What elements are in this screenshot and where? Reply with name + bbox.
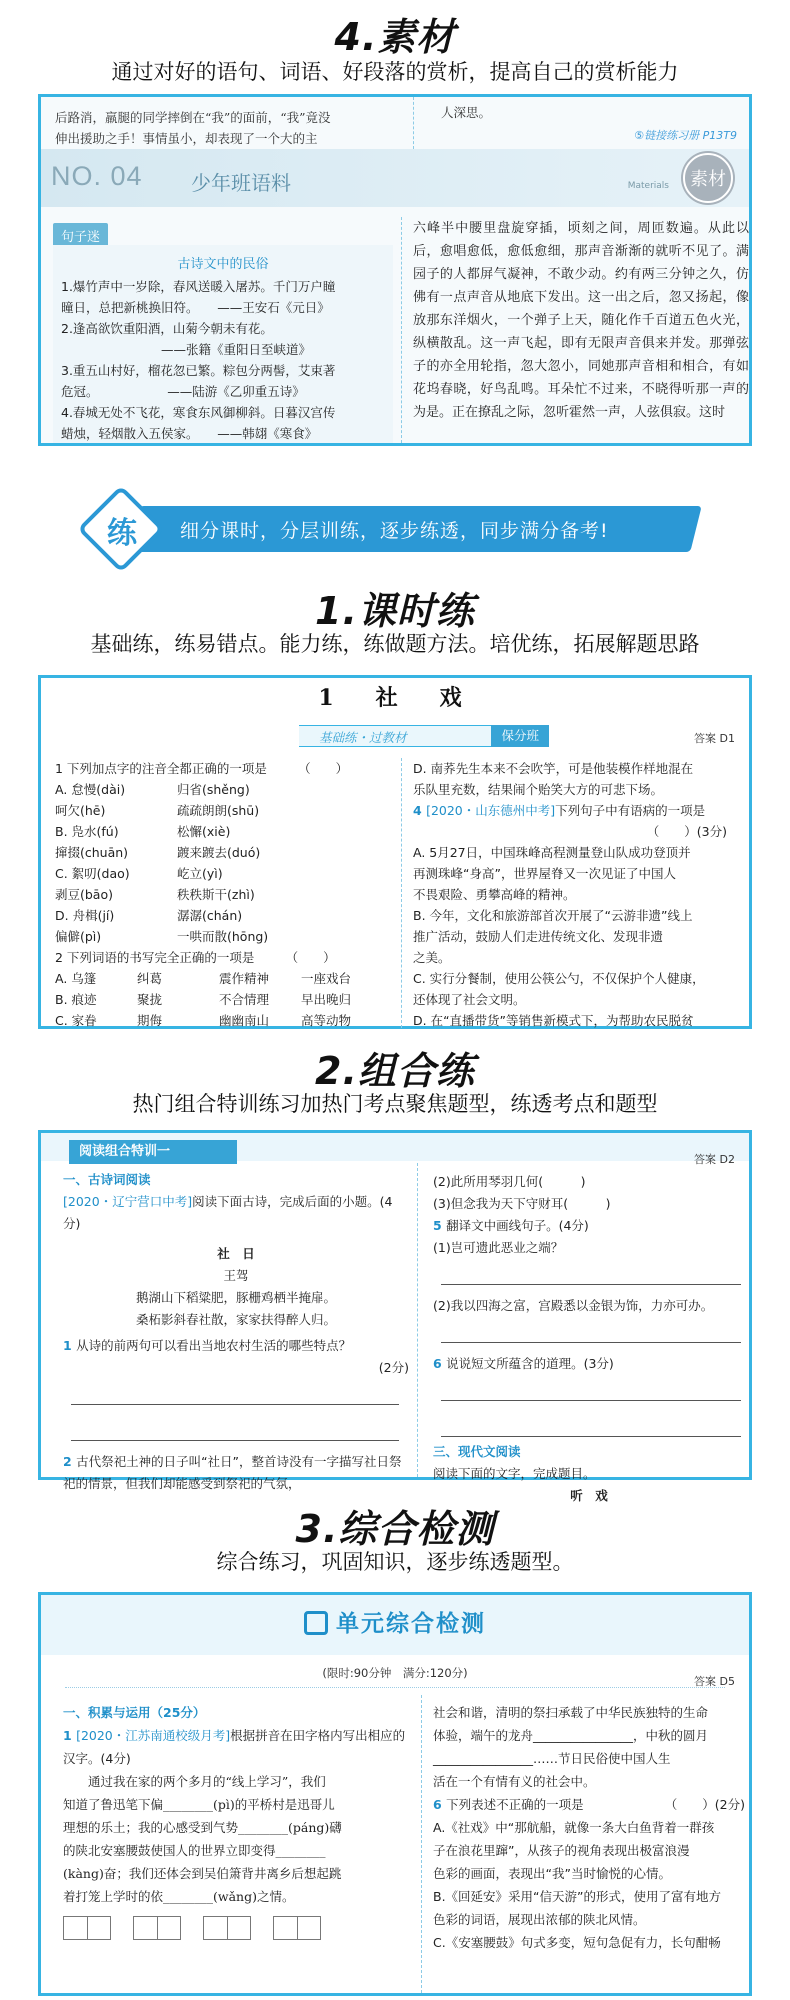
- question-6: 说说短文所蕴含的道理。(3分): [446, 1356, 614, 1371]
- option: B. 痕迹: [55, 992, 97, 1007]
- poem-line: 2.逢高欲饮重阳酒，山菊今朝未有花。: [61, 321, 273, 336]
- question-1: 1 下列加点字的注音全都正确的一项是 （ ）: [55, 761, 349, 776]
- sub-question: (2)此所用琴羽几何( ): [433, 1174, 586, 1189]
- dotted-divider: [65, 1687, 725, 1688]
- passage-line: (kàng)奋；我们还体会到吴伯箫背井离乡后想起跳: [63, 1866, 342, 1881]
- answer-line[interactable]: [441, 1317, 741, 1343]
- passage-line: 知道了鲁迅笔下偏________(pì)的平桥村是迅哥儿: [63, 1797, 335, 1812]
- option: B. 今年，文化和旅游部首次开展了“云游非遗”线上: [413, 908, 693, 923]
- option: C.《安塞腰鼓》句式多变，短句急促有力，长句酣畅: [433, 1935, 721, 1950]
- option: A. 5月27日，中国珠峰高程测量登山队成功登顶并: [413, 845, 691, 860]
- excerpt-right-text: 六峰半中腰里盘旋穿插，顷刻之间，周匝数遍。从此以后，愈唱愈低，愈低愈细，那声音渐渐的就听不见了。满园子的人都屏气凝神，不敢少动。约有两三分钟之久，仿佛有一点声音从地底下发出。这一出之后，忽又扬起，像放那东洋烟火，一个弹子上天，随化作千百道五色火光，纵横散乱。这一声飞起，即有无限声音俱来并发。那弹弦子的亦全用轮指，忽大忽小，同她那声音相和相合，有如花坞春晓，好鸟乱鸣。耳朵忙不过来，不晓得听那一声的为是。正在撩乱之际，忽听霍然一声，人弦俱寂。这时: [413, 221, 749, 420]
- class-label: 保分班: [491, 725, 549, 747]
- passage-line: 通过我在家的两个多月的“线上学习”，我们: [63, 1774, 326, 1789]
- option: A.《社戏》中“那航船，就像一条大白鱼背着一群孩: [433, 1820, 715, 1835]
- option: 松懈(xiè): [177, 824, 231, 839]
- option: 聚拢: [137, 992, 163, 1007]
- poem-title: 社 日: [217, 1246, 255, 1261]
- material-sample-panel: [38, 94, 752, 446]
- poem-line: 4.春城无处不飞花，寒食东风御柳斜。日暮汉宫传: [61, 405, 336, 420]
- option: 偏僻(pì): [55, 929, 102, 944]
- section-title-lesson: 1.课时练: [315, 589, 475, 633]
- question-score: （ ）(3分): [646, 824, 727, 839]
- poem-line: 曈日，总把新桃换旧符。 ——王安石《元日》: [61, 300, 330, 315]
- poem-line: ——张籍《重阳日至峡道》: [61, 342, 312, 357]
- column-divider: [401, 217, 402, 443]
- option: B.《回延安》采用“信天游”的形式，使用了富有地方: [433, 1889, 722, 1904]
- question-6: 下列表述不正确的一项是: [446, 1797, 584, 1812]
- material-header-band: [41, 149, 749, 207]
- option: 不畏艰险、勇攀高峰的精神。: [413, 887, 576, 902]
- section-subtitle-lesson: 基础练，练易错点。能力练，练做题方法。培优练，拓展解题思路: [90, 632, 700, 656]
- section-subtitle-material: 通过对好的语句、词语、好段落的赏析，提高自己的赏析能力: [111, 60, 679, 84]
- option: 剥豆(bāo): [55, 887, 113, 902]
- poem-line: 危冠。 ——陆游《乙卯重五诗》: [61, 384, 305, 399]
- tianzige-grid[interactable]: [203, 1916, 251, 1940]
- lesson-title: 1 社 戏: [318, 685, 472, 711]
- text-line: 体验，端午的龙舟________________，中秋的圆月: [433, 1728, 709, 1743]
- section-title-material: 4.素材: [334, 15, 456, 59]
- combo-left-column: 一、古诗词阅读 [2020・辽宁营口中考]阅读下面古诗，完成后面的小题。(4分) 社 日 王驾 鹅湖山下稻粱肥，豚栅鸡栖半掩扉。 桑柘影斜春社散，家家扶得醉人归。 1 从诗的前两句可以看出当地农村生活的哪些特点？ (2分) 2 古代祭祀土神的日子叫“社日”，整首诗没有一字描写社日祭祀的情景，但我们却能感受到祭祀的气氛，: [63, 1169, 409, 1477]
- question-4: 4 [2020・山东德州中考]下列句子中有语病的一项是: [413, 803, 706, 818]
- question-score: (2分): [378, 1360, 409, 1375]
- poem-line: 鹅湖山下稻粱肥，豚栅鸡栖半掩扉。: [135, 1290, 336, 1305]
- text-line: 活在一个有情有义的社会中。: [433, 1774, 596, 1789]
- materials-label: Materials: [627, 181, 669, 191]
- option: 色彩的画面，表现出“我”当时愉悦的心情。: [433, 1866, 671, 1881]
- test-paper-icon: [304, 1611, 328, 1635]
- option: 呵欠(hē): [55, 803, 106, 818]
- answer-line[interactable]: [71, 1415, 399, 1441]
- writing-grids: [63, 1916, 409, 1940]
- question-5: 翻译文中画线句子。(4分): [446, 1218, 589, 1233]
- poem-line: 桑柘影斜春社散，家家扶得醉人归。: [135, 1312, 336, 1327]
- option: A. 乌篷: [55, 971, 97, 986]
- option: 早出晚归: [301, 992, 352, 1007]
- option: 一座戏台: [301, 971, 352, 986]
- section-heading: 一、古诗词阅读: [63, 1172, 151, 1187]
- column-divider: [413, 97, 414, 149]
- section-subtitle-test: 综合练习，巩固知识，逐步练透题型。: [216, 1550, 574, 1574]
- option: 子在浪花里蹿”，从孩子的视角表现出极富浪漫: [433, 1843, 690, 1858]
- option: 高等动物: [301, 1013, 352, 1028]
- section-title-combo: 2.组合练: [315, 1049, 475, 1093]
- option: C. 絮叨(dao): [55, 866, 130, 881]
- answer-line[interactable]: [441, 1411, 741, 1437]
- poem-line: 3.重五山村好，榴花忽已繁。粽包分两髻，艾束著: [61, 363, 336, 378]
- option: 归省(shěng): [177, 782, 250, 797]
- level-label: 基础练・过教材: [319, 730, 407, 745]
- workbook-link: ⑤链接练习册 P13T9: [634, 129, 737, 142]
- source-tag: [2020・山东德州中考]: [426, 803, 556, 818]
- question-2: 古代祭祀土神的日子叫“社日”，整首诗没有一字描写社日祭祀的情景，但我们却能感受到祭祀的气氛，: [63, 1454, 402, 1491]
- lesson-practice-panel: [38, 675, 752, 1029]
- option: D. 舟楫(jí): [55, 908, 115, 923]
- passage-line: 的陕北安塞腰鼓使国人的世界立即变得________: [63, 1843, 326, 1858]
- option: 屹立(yì): [177, 866, 223, 881]
- option: 疏疏朗朗(shū): [177, 803, 260, 818]
- questions-left-column: [55, 758, 395, 1028]
- passage-line: 理想的乐土；我的心感受到气势________(páng)礴: [63, 1820, 342, 1835]
- question-score: （ ）(2分): [664, 1797, 745, 1812]
- text-line: 伸出援助之手！事情虽小，却表现了一个大的主: [55, 131, 318, 146]
- sub-question: (2)我以四海之富，宫殿悉以金银为饰，力亦可办。: [433, 1298, 714, 1313]
- option: 秩秩斯干(zhì): [177, 887, 255, 902]
- option: D. 在“直播带货”等销售新模式下，为帮助农民脱贫: [413, 1013, 694, 1028]
- excerpt-top-left: [55, 107, 405, 149]
- text-line: 乐队里充数，结果闹个贻笑大方的可悲下场。: [413, 782, 664, 797]
- column-divider: [417, 1163, 418, 1477]
- instruction-text: 阅读下面的文字，完成题目。: [433, 1466, 596, 1481]
- section-subtitle-combo: 热门组合特训练习加热门考点聚焦题型，练透考点和题型: [132, 1092, 658, 1116]
- answer-line[interactable]: [441, 1375, 741, 1401]
- section-heading: 一、积累与运用（25分）: [63, 1705, 206, 1720]
- text-line: D. 南荞先生本来不会吹竽，可是他装模作样地混在: [413, 761, 694, 776]
- practice-banner: [88, 502, 696, 556]
- material-number: NO. 04: [51, 161, 143, 191]
- option: 震作精神: [219, 971, 270, 986]
- text-line: ________________……节日民俗使中国人生: [433, 1751, 671, 1766]
- sub-question: (3)但念我为天下守财耳( ): [433, 1196, 611, 1211]
- option: B. 凫水(fú): [55, 824, 119, 839]
- source-tag: [2020・江苏南通校级月考]: [76, 1728, 231, 1743]
- option: 潺潺(chán): [177, 908, 243, 923]
- option: 再测珠峰“身高”，世界屋脊又一次见证了中国人: [413, 866, 676, 881]
- question-2: 2 下列词语的书写完全正确的一项是 （ ）: [55, 950, 336, 965]
- answer-line[interactable]: [71, 1379, 399, 1405]
- option: 一哄而散(hōng): [177, 929, 269, 944]
- answer-reference: 答案 D1: [694, 732, 735, 745]
- test-left-column: 一、积累与运用（25分） 1 [2020・江苏南通校级月考]根据拼音在田字格内写出相应的汉字。(4分) 通过我在家的两个多月的“线上学习”，我们 知道了鲁迅笔下偏________(pì)的平桥村是迅哥儿 理想的乐土；我的心感受到气势________(páng)礴 的陕北安塞腰鼓使国人的世界立即变得________ (kàng)奋；我们还体会到吴伯箫背井离乡后想起跳 着打笼上学时的依________(wǎng)之情。: [63, 1701, 409, 1993]
- test-meta: (限时:90分钟 满分:120分): [322, 1666, 468, 1680]
- poem-box: [53, 245, 393, 443]
- instruction-text: 阅读下面古诗，完成后面的小题。(4分): [63, 1194, 393, 1231]
- question-1: 根据拼音在田字格内写出相应的汉字。(4分): [63, 1728, 406, 1766]
- passage-title: 听 戏: [570, 1488, 608, 1503]
- column-divider: [401, 758, 402, 1028]
- option: 色彩的词语，展现出浓郁的陕北风情。: [433, 1912, 646, 1927]
- option: 还体现了社会文明。: [413, 992, 526, 1007]
- poem-line: 蜡烛，轻烟散入五侯家。 ——韩翃《寒食》: [61, 426, 318, 441]
- answer-line[interactable]: [441, 1259, 741, 1285]
- option: 幽幽南山: [219, 1013, 270, 1028]
- tianzige-grid[interactable]: [63, 1916, 111, 1940]
- text-line: 后路消，羸腿的同学摔倒在“我”的面前，“我”竟没: [55, 110, 331, 125]
- answer-reference: 答案 D5: [694, 1675, 735, 1688]
- answer-reference: 答案 D2: [694, 1153, 735, 1166]
- source-tag: [2020・辽宁营口中考]: [63, 1194, 193, 1209]
- option: 推广活动，鼓励人们走进传统文化、发现非遗: [413, 929, 664, 944]
- option: C. 家眷: [55, 1013, 97, 1028]
- option: 踱来踱去(duó): [177, 845, 261, 860]
- combo-practice-panel: [38, 1130, 752, 1503]
- option: 之美。: [413, 950, 451, 965]
- unit-test-header: [41, 1595, 749, 1655]
- poem-author: 王驾: [223, 1268, 249, 1283]
- tianzige-grid[interactable]: [133, 1916, 181, 1940]
- section-title-test: 3.综合检测: [295, 1507, 495, 1551]
- combo-right-column: (2)此所用琴羽几何( ) (3)但念我为天下守财耳( ) 5 翻译文中画线句子。(4分) (1)岂可遗此恶业之端？ (2)我以四海之富，宫殿悉以金银为饰，力亦可办。 6 说说短文所蕴含的道理。(3分) 三、现代文阅读 阅读下面的文字，完成题目。 听 戏: [433, 1171, 745, 1477]
- option: 不合情理: [219, 992, 270, 1007]
- question-1: 从诗的前两句可以看出当地农村生活的哪些特点？: [76, 1338, 352, 1353]
- column-divider: [421, 1695, 422, 1993]
- banner-text: 细分课时，分层训练，逐步练透，同步满分备考!: [180, 520, 609, 542]
- unit-test-panel: [38, 1592, 752, 1996]
- passage-line: 着打笼上学时的依________(wǎng)之情。: [63, 1889, 295, 1904]
- sentence-fan-tag: 句子迷: [53, 223, 108, 248]
- question-text: 下列句子中有语病的一项是: [555, 803, 706, 818]
- material-badge: 素材: [683, 153, 733, 203]
- test-right-column: 社会和谐，清明的祭扫承载了中华民族独特的生命 体验，端午的龙舟________________，中秋的圆月 ________________……节日民俗使中国人生 活在一个有情有义的社会中。 6 下列表述不正确的一项是 （ ）(2分) A.《社戏》中“那航船，就像一条大白鱼背着一群孩 子在浪花里蹿”，从孩子的视角表现出极富浪漫 色彩的画面，表现出“我”当时愉悦的心情。 B.《回延安》采用“信天游”的形式，使用了富有地方 色彩的词语，展现出浓郁的陕北风情。 C.《安塞腰鼓》句式多变，短句急促有力，长句酣畅: [433, 1701, 745, 1993]
- sub-question: (1)岂可遗此恶业之端？: [433, 1240, 564, 1255]
- poem-box-title: 古诗文中的民俗: [177, 257, 269, 272]
- option: C. 实行分餐制，使用公筷公勺，不仅保护个人健康，: [413, 971, 705, 986]
- questions-right-column: [413, 758, 747, 1028]
- excerpt-top-right: 人深思。: [441, 105, 492, 120]
- unit-test-title: 单元综合检测: [336, 1611, 486, 1637]
- banner-char: 练: [107, 516, 137, 551]
- combo-tab: 阅读组合特训一: [69, 1140, 237, 1164]
- option: 撺掇(chuān): [55, 845, 129, 860]
- tianzige-grid[interactable]: [273, 1916, 321, 1940]
- option: 期侮: [137, 1013, 163, 1028]
- option: 纠葛: [137, 971, 163, 986]
- text-line: 社会和谐，清明的祭扫承载了中华民族独特的生命: [433, 1705, 709, 1720]
- material-title: 少年班语料: [191, 171, 291, 195]
- level-ribbon: [299, 725, 549, 747]
- section-heading: 三、现代文阅读: [433, 1444, 521, 1459]
- option: A. 怠慢(dài): [55, 782, 126, 797]
- poem-line: 1.爆竹声中一岁除，春风送暖入屠苏。千门万户瞳: [61, 279, 336, 294]
